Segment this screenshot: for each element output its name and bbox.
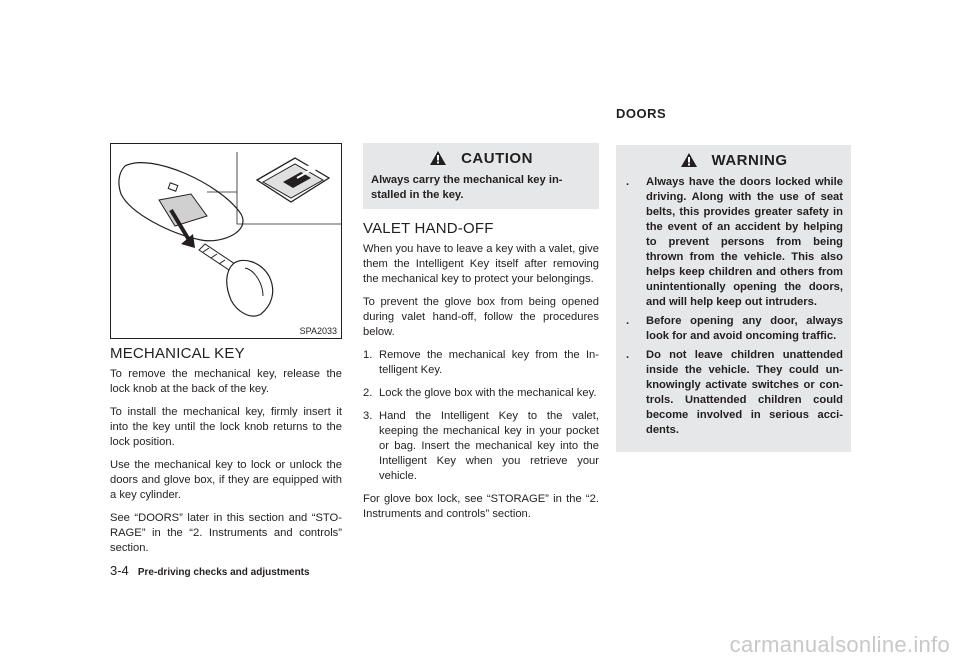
valet-section [363,143,599,530]
bullet: . [626,315,630,327]
warning-triangle-icon [680,152,698,168]
warning-text: Before opening any door, always look for and avoid oncoming traffic. [646,315,843,342]
caution-box [363,143,599,209]
warning-text: Do not leave children unattended inside the vehicle. They could un-knowingly activate switches or con-trols. Unattended children could become involved in serious acci-dents. [646,349,843,436]
warning-box [616,145,851,452]
list-item [624,175,843,310]
list-item [363,348,599,378]
step-text: Lock the glove box with the mechanical key. [379,387,597,399]
step-number: 3. [363,410,373,422]
paragraph: For glove box lock, see “STORAGE” in the “2. Instruments and controls” section. [363,493,599,520]
warning-triangle-icon [429,150,447,166]
warning-header [624,145,843,175]
caution-text: Always carry the mechanical key in-stalled in the key. [371,174,563,201]
warning-list [624,175,843,438]
paragraph: When you have to leave a key with a valet, give them the Intelligent Key itself after removing the mechanical key to protect your belongings. [363,243,599,285]
doors-section [616,145,851,452]
caution-title: CAUTION [461,149,533,167]
list-item [624,348,843,438]
list-item [363,386,599,401]
bullet: . [626,176,630,188]
mechanical-key-heading: MECHANICAL KEY [110,345,245,362]
key-illustration [110,143,342,339]
valet-heading: VALET HAND-OFF [363,220,494,237]
figure-caption: SPA2033 [299,326,337,336]
warning-title: WARNING [711,151,788,169]
paragraph: To remove the mechanical key, release the lock knob at the back of the key. [110,368,342,395]
list-item [624,314,843,344]
caution-header [371,143,591,173]
section-title: DOORS [616,106,667,121]
mechanical-key-drawing [111,144,341,338]
bullet: . [626,349,630,361]
step-number: 2. [363,387,373,399]
step-number: 1. [363,349,373,361]
watermark: carmanualsonline.info [729,632,950,657]
mechanical-key-section [110,346,342,564]
valet-steps [363,348,599,484]
paragraph: To install the mechanical key, firmly insert it into the key until the lock knob returns to the lock position. [110,406,342,448]
list-item [363,409,599,484]
step-text: Remove the mechanical key from the In-telligent Key. [379,349,599,376]
page-number: 3-4 [110,563,129,578]
step-text: Hand the Intelligent Key to the valet, keeping the mechanical key in your pocket or bag. Insert the mechanical key into the Intelligent Key when you retrieve your vehicle. [379,410,599,482]
paragraph: Use the mechanical key to lock or unlock the doors and glove box, if they are equipped with a key cylinder. [110,459,342,501]
paragraph: See “DOORS” later in this section and “STO-RAGE” in the “2. Instruments and controls” section. [110,512,342,554]
warning-text: Always have the doors locked while driving. Along with the use of seat belts, this provides greater safety in the event of an accident by helping to prevent persons from being thrown from the vehicle. This also helps keep children and others from unintentionally opening the doors, and will help keep out intruders. [646,176,843,308]
page-footer [110,563,310,578]
paragraph: To prevent the glove box from being opened during valet hand-off, follow the procedures below. [363,296,599,338]
footer-title: Pre-driving checks and adjustments [137,567,310,578]
